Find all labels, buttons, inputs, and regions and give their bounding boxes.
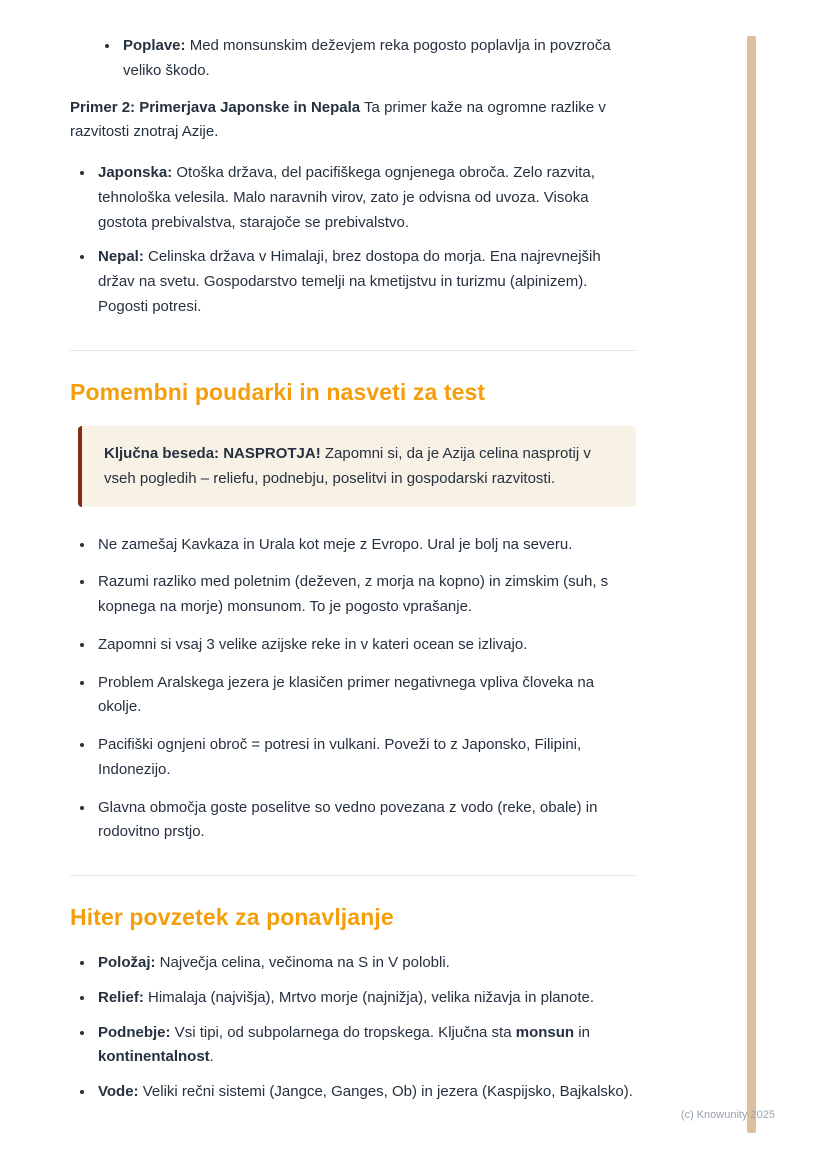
flood-bullet-list bbox=[70, 34, 636, 84]
tip-item: • Problem Aralskega jezera je klasičen primer negativnega vpliva človeka na okolje. bbox=[95, 671, 636, 721]
summary-item: • Vode: Veliki rečni sistemi (Jangce, Ganges, Ob) in jezera (Kaspijsko, Bajkalsko). bbox=[95, 1080, 636, 1105]
section-divider bbox=[70, 350, 636, 351]
list-item-poplave: • Poplave: Med monsunskim deževjem reka pogosto poplavlja in povzroča veliko škodo. bbox=[120, 34, 636, 84]
document-content bbox=[70, 0, 636, 1105]
comparison-list bbox=[70, 161, 636, 320]
key-term-callout bbox=[78, 426, 636, 507]
tip-item: • Razumi razliko med poletnim (deževen, z morja na kopno) in zimskim (suh, s kopnega na morje) monsunom. To je pogosto vprašanje. bbox=[95, 570, 636, 620]
footer-credit: (c) Knowunity 2025 bbox=[680, 1109, 775, 1121]
tip-item: • Ne zamešaj Kavkaza in Urala kot meje z Evropo. Ural je bolj na severu. bbox=[95, 533, 636, 558]
summary-item: • Podnebje: Vsi tipi, od subpolarnega do tropskega. Ključna sta monsun in kontinentalnost. bbox=[95, 1021, 636, 1071]
section-heading-tips: Pomembni poudarki in nasveti za test bbox=[70, 378, 486, 405]
summary-item: • Relief: Himalaja (najvišja), Mrtvo morje (najnižja), velika nižavja in planote. bbox=[95, 986, 636, 1011]
tips-list bbox=[70, 533, 636, 846]
primer2-paragraph: Primer 2: Primerjava Japonske in Nepala Ta primer kaže na ogromne razlike v razvitosti znotraj Azije. bbox=[70, 98, 606, 141]
list-item-japonska: • Japonska: Otoška država, del pacifiškega ognjenega obroča. Zelo razvita, tehnološka velesila. Malo naravnih virov, zato je odvisna od uvoza. Visoka gostota prebivalstva, starajoče se prebivalstvo. bbox=[95, 161, 636, 235]
summary-list bbox=[70, 951, 636, 1105]
tip-item: • Zapomni si vsaj 3 velike azijske reke in v kateri ocean se izlivajo. bbox=[95, 633, 636, 658]
tip-item: • Pacifiški ognjeni obroč = potresi in vulkani. Poveži to z Japonsko, Filipini, Indonezijo. bbox=[95, 733, 636, 783]
list-item-nepal: • Nepal: Celinska država v Himalaji, brez dostopa do morja. Ena najrevnejših držav na svetu. Gospodarstvo temelji na kmetijstvu in turizmu (alpinizem). Pogosti potresi. bbox=[95, 245, 636, 319]
tip-item: • Glavna območja goste poselitve so vedno povezana z vodo (reke, obale) in rodovitno prstjo. bbox=[95, 796, 636, 846]
callout-text: Ključna beseda: NASPROTJA! Zapomni si, da je Azija celina nasprotij v vseh pogledih – reliefu, podnebju, poselitvi in gospodarski razvitosti. bbox=[104, 444, 591, 487]
section-divider bbox=[70, 875, 636, 876]
summary-item: • Položaj: Največja celina, večinoma na S in V polobli. bbox=[95, 951, 636, 976]
page-edge-accent-bar bbox=[747, 36, 756, 1133]
section-heading-summary: Hiter povzetek za ponavljanje bbox=[70, 904, 394, 930]
